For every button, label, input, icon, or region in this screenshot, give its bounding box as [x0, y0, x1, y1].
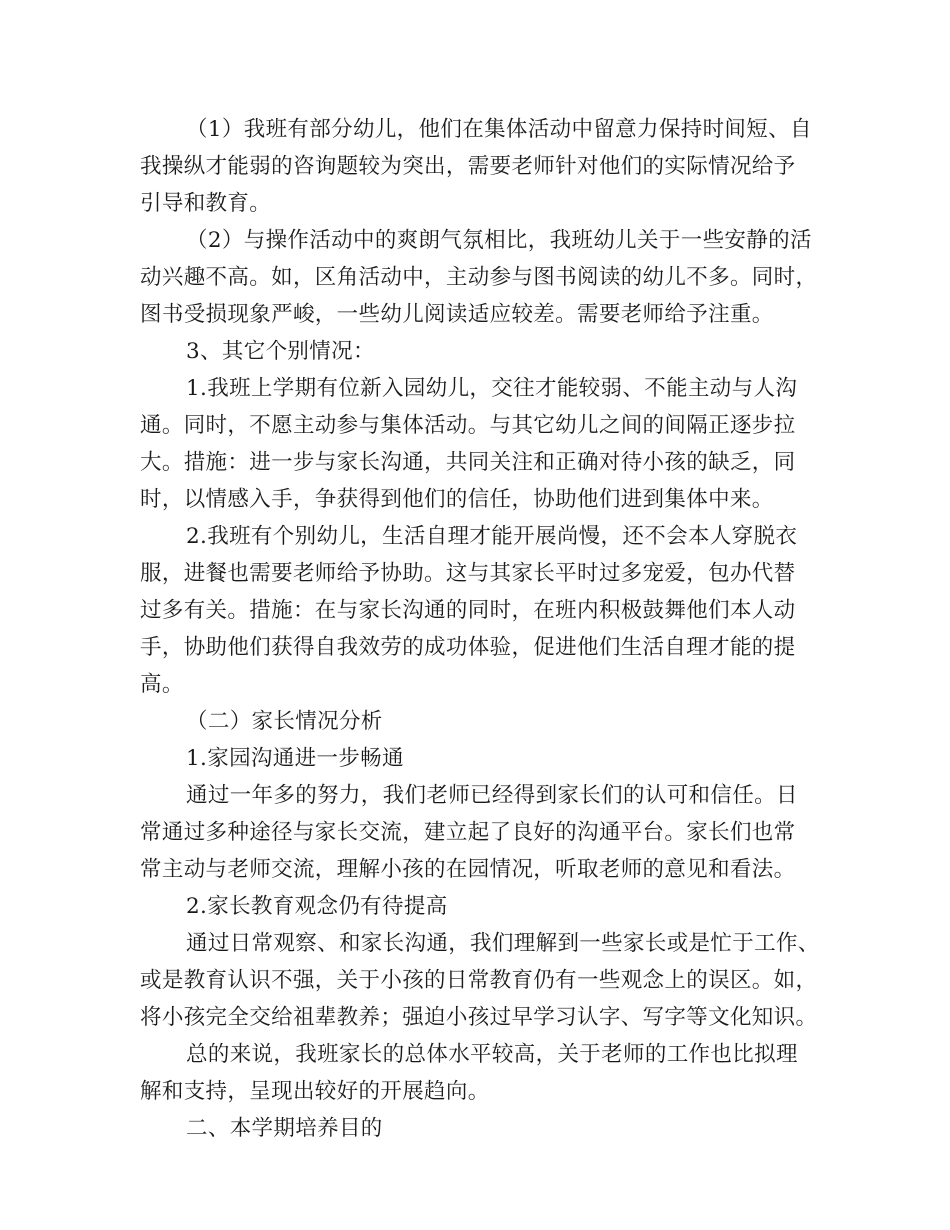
paragraph-line: 大。措施：进一步与家长沟通，共同关注和正确对待小孩的缺乏，同 [140, 450, 796, 475]
paragraph-line: 1.我班上学期有位新入园幼儿，交往才能较弱、不能主动与人沟 [186, 376, 798, 401]
paragraph-line: 引导和教育。 [140, 191, 272, 216]
section-heading: 二、本学期培养目的 [186, 1116, 383, 1141]
paragraph-line: 图书受损现象严峻，一些幼儿阅读适应较差。需要老师给予注重。 [140, 302, 774, 327]
paragraph-line: 常通过多种途径与家长交流，建立起了良好的沟通平台。家长们也常 [140, 820, 796, 845]
paragraph-line: 服，进餐也需要老师给予协助。这与其家长平时过多宠爱，包办代替 [140, 561, 796, 586]
section-heading: 3、其它个别情况： [186, 339, 375, 364]
paragraph-line: 高。 [140, 672, 184, 697]
paragraph-line: 过多有关。措施：在与家长沟通的同时，在班内积极鼓舞他们本人动 [140, 598, 796, 623]
subsection-heading: 1.家园沟通进一步畅通 [186, 746, 404, 771]
paragraph-line: 动兴趣不高。如，区角活动中，主动参与图书阅读的幼儿不多。同时， [140, 265, 818, 290]
paragraph-line: 时，以情感入手，争获得到他们的信任，协助他们进到集体中来。 [140, 487, 774, 512]
paragraph-line: 通过日常观察、和家长沟通，我们理解到一些家长或是忙于工作、 [186, 931, 820, 956]
paragraph-line: 解和支持，呈现出较好的开展趋向。 [140, 1079, 490, 1104]
paragraph-line: 通过一年多的努力，我们老师已经得到家长们的认可和信任。日 [186, 783, 798, 808]
paragraph-line: 通。同时，不愿主动参与集体活动。与其它幼儿之间的间隔正逐步拉 [140, 413, 796, 438]
section-heading: （二）家长情况分析 [186, 709, 383, 734]
paragraph-line: 2.我班有个别幼儿，生活自理才能开展尚慢，还不会本人穿脱衣 [186, 524, 798, 549]
paragraph-line: 将小孩完全交给祖辈教养；强迫小孩过早学习认字、写字等文化知识。 [140, 1005, 818, 1030]
paragraph-line: （1）我班有部分幼儿，他们在集体活动中留意力保持时间短、自 [186, 117, 812, 142]
paragraph-line: 我操纵才能弱的咨询题较为突出，需要老师针对他们的实际情况给予 [140, 154, 796, 179]
paragraph-line: （2）与操作活动中的爽朗气氛相比，我班幼儿关于一些安静的活 [186, 228, 812, 253]
paragraph-line: 或是教育认识不强，关于小孩的日常教育仍有一些观念上的误区。如， [140, 968, 818, 993]
paragraph-line: 常主动与老师交流，理解小孩的在园情况，听取老师的意见和看法。 [140, 857, 796, 882]
paragraph-line: 总的来说，我班家长的总体水平较高，关于老师的工作也比拟理 [186, 1042, 798, 1067]
subsection-heading: 2.家长教育观念仍有待提高 [186, 894, 448, 919]
paragraph-line: 手，协助他们获得自我效劳的成功体验，促进他们生活自理才能的提 [140, 635, 796, 660]
